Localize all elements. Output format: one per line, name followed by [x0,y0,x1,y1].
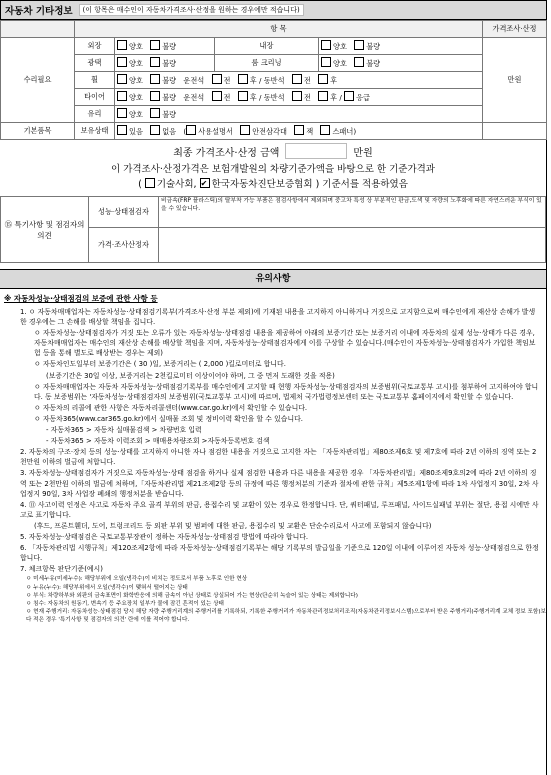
tire-driver-rear-checkbox[interactable] [238,91,248,101]
tire-label: 타이어 [75,89,115,106]
notice-subtitle: ※ 자동차성능·상태점검의 보증에 관한 사항 등 [4,294,158,303]
repair-label: 수리필요 [1,38,75,123]
notice-item-1b: ㅇ 자동차성능·상태점검자가 거짓 또는 오류가 있는 자동차성능·상태점검 내용을 제공하여 아래의 보증기간 또는 보증거리 이내에 자동차의 실제 성능·상태가 다른 경우, 자동차매매업자는 매수인의 재산상 손해를 배상할 책임을 지며, 자동차성능·상태점검자에게 이를 구상할 수 있습니다.(매수인이 자동차성능·상태점검자가 가입한 책임보험 등을 통해 별도로 배상받는 경우는 제외) [34,329,536,358]
glass-options: 양호 불량 [115,106,483,123]
notice-item-4: 4. ⑪ 사고이력 인정은 사고로 자동차 주요 골격 부위의 판금, 용접수리 및 교환이 있는 경우로 한정합니다. 단, 쿼터패널, 루프패널, 사이드실패널 부위는 절단, 용접 시에만 사고로 표기합니다. [20,500,539,519]
final-price-unit: 만원 [353,147,373,159]
notice-item-1e: ㅇ 자동차매매업자는 자동차 자동차성능·상태점검기록부를 매수인에게 고지할 때 현행 자동차성능·상태점검자의 보증범위(국토교통부 고시)를 첨부하여 고지하여야 합니다. 동 보증범위는 '자동차성능·상태점검자의 보증범위(국토교통부 고시)에 따르며, 법제처 국가법령정보센터 또는 국토교통부 홈페이지에서 확인할 수 있습니다. [34,382,539,401]
tire-passenger-front-checkbox[interactable] [292,91,302,101]
wheel-passenger-front-checkbox[interactable] [292,74,302,84]
exterior-bad-checkbox[interactable] [150,40,160,50]
basic-options: 있음 없음 ( 사용설명서 안전삼각대 잭 스패너) [115,123,483,140]
inspector-opinion: 비금속(FRP 플라스틱)의 탈부착 가능 부품은 점검사항에서 제외되며 중고차 특성 상 부분적인 판금,도색 및 자량의 노후화에 따른 자연스러운 부식이 있을 수 있습니다. [159,197,546,228]
tire-bad-checkbox[interactable] [150,91,160,101]
appraiser-opinion [159,228,546,263]
criteria-list [0,575,546,624]
tire-options: 양호 불량 운전석 전 후 / 동반석 전 후 / 응급 [115,89,483,106]
wheel-bad-checkbox[interactable] [150,74,160,84]
exterior-good-checkbox[interactable] [117,40,127,50]
notice-item-1d: (보증기간은 30일 이상, 보증거리는 2천킬로미터 이상이어야 하며, 그 중 먼저 도래한 것을 적용) [46,371,335,380]
inspector-label: 성능·상태점검자 [89,197,159,228]
notice-item-1i: - 자동차365 > 자동차 이력조회 > 매매용차량조회 >자동차등록번호 검색 [46,437,270,446]
appraiser-label: 가격·조사산정자 [89,228,159,263]
tire-passenger-rear-checkbox[interactable] [318,91,328,101]
criteria-1: ㅇ 미세누유(미세누수): 해당부위에 오일(냉각수)이 비치는 정도로서 부품 노후로 인한 현상 [26,576,248,583]
room-clean-options: 양호 불량 [319,55,483,72]
notice-item-6: 6. 「자동차관리법 시행규칙」제120조제2항에 따라 자동차성능·상태점검기록부는 해당 기록부의 발급일을 기준으로 120일 이내에 이루어진 자동차 성능·상태점검으로 한정합니다. [20,544,539,563]
notice-item-1g: ㅇ 자동차365(www.car365.go.kr)에서 실매물 조회 및 정비이력 확인을 할 수 있습니다. [34,414,303,423]
notice-header: 유의사항 [0,269,546,289]
notice-item-1h: - 자동차365 > 자동차 실매물검색 > 차량번호 입력 [46,426,202,435]
repair-price-unit: 만원 [483,38,547,123]
price-header: 가격조사·산정 [483,21,547,38]
notice-item-5: 5. 자동차성능·상태점검은 국토교통부장관이 정하는 자동차성능·상태점검 방법에 따라야 합니다. [20,532,309,541]
final-price-row [0,140,546,162]
wheel-passenger-rear-checkbox[interactable] [318,74,328,84]
jack-checkbox[interactable] [294,125,304,135]
criteria-2: ㅇ 누유(누수): 해당부위에서 오일(냉각수)이 맺혀서 떨어지는 상태 [26,584,188,591]
criteria-5: ㅇ 현재 주행거리: 자동차성능·상태점검 당시 해당 자량 주행거리계의 주행거리를 기록하되, 기록한 주행거리가 자동차관리정보처리조직(자동차관리정보시스템)으로부터 받은 주행거리(주행거리계 교체 정보 포함)보다 적은 경우 '특기사항 및 점검자의 의견' 란에 이를 적어야 합니다. [26,609,546,624]
final-price-label: 최종 가격조사·산정 금액 [173,147,280,159]
glass-label: 유리 [75,106,115,123]
gloss-label: 광택 [75,55,115,72]
interior-label: 내장 [215,38,319,55]
gloss-options: 양호 불량 [115,55,215,72]
basis-line-1: 이 가격조사·산정가격은 보험개발원의 차량기준가액을 바탕으로 한 기준가격과 [111,164,435,175]
section-header [0,0,546,20]
notice-item-7: 7. 체크항목 판단기준(예시) [20,565,103,574]
interior-bad-checkbox[interactable] [354,40,364,50]
room-clean-good-checkbox[interactable] [321,57,331,67]
notice-item-2: 2. 자동차의 구조·장치 등의 성능·상태를 고지하지 아니한 자나 점검한 내용을 거짓으로 고지한 자는 「자동차관리법」제80조제6호 및 제7호에 따라 2년 이하의 징역 또는 2천만원 이하의 벌금에 처합니다. [20,448,537,467]
other-info-table [0,20,547,140]
gloss-bad-checkbox[interactable] [150,57,160,67]
special-notes-label: ⑮ 특기사항 및 점검자의 의견 [1,197,89,263]
wheel-driver-rear-checkbox[interactable] [238,74,248,84]
tire-emergency-checkbox[interactable] [344,91,354,101]
glass-bad-checkbox[interactable] [150,108,160,118]
notice-item-4b: (후드, 프론트휀더, 도어, 트렁크리드 등 외판 부위 및 범퍼에 대한 판금, 용접수리 및 교환은 단순수리로서 사고에 포함되지 않습니다) [34,521,432,530]
tire-driver-front-checkbox[interactable] [212,91,222,101]
exterior-options: 양호 불량 [115,38,215,55]
glass-good-checkbox[interactable] [117,108,127,118]
basis-line-2: ( 기술사회, ✔ 한국자동차진단보증협회 ) 기준서를 적용하였음 [0,177,546,192]
price-basis [0,162,546,192]
interior-good-checkbox[interactable] [321,40,331,50]
interior-options: 양호 불량 [319,38,483,55]
wheel-good-checkbox[interactable] [117,74,127,84]
notice-item-1: 1. ㅇ 자동차매매업자는 자동차성능·상태점검기록부(가격조사·산정 부분 제외)에 기재된 내용을 고지하지 아니하거나 거짓으로 고지함으로써 매수인에게 재산상 손해가 발생한 경우에는 그 손해를 배상할 책임을 집니다. [20,308,536,327]
wheel-driver-front-checkbox[interactable] [212,74,222,84]
section-title: 자동차 기타정보 [5,6,73,17]
room-clean-bad-checkbox[interactable] [354,57,364,67]
spanner-checkbox[interactable] [320,125,330,135]
special-notes-table [0,196,546,263]
wheel-options: 양호 불량 운전석 전 후 / 동반석 전 후 [115,72,483,89]
room-clean-label: 룸 크리닝 [215,55,319,72]
final-price-input[interactable] [285,143,347,159]
exterior-label: 외장 [75,38,115,55]
manual-checkbox[interactable] [186,125,196,135]
none-checkbox[interactable] [150,125,160,135]
have-checkbox[interactable] [117,125,127,135]
tire-good-checkbox[interactable] [117,91,127,101]
kadia-checkbox[interactable] [200,178,210,188]
notice-item-1c: ㅇ 자동차인도일부터 보증기간은 ( 30 )일, 보증거리는 ( 2,000 )킬로미터로 합니다. [34,360,286,369]
item-header: 항 목 [75,21,483,38]
section-note: (이 항목은 매수인이 자동차가격조사·산정을 원하는 경우에만 적습니다) [79,4,304,16]
holding-label: 보유상태 [75,123,115,140]
criteria-3: ㅇ 부식: 차량하부와 외판의 금속표면이 화학반응에 의해 금속이 아닌 상태로 상실되어 가는 현상(단순히 녹슬어 있는 상태는 제외합니다) [26,592,358,599]
tech-society-checkbox[interactable] [145,178,155,188]
triangle-checkbox[interactable] [240,125,250,135]
wheel-label: 휠 [75,72,115,89]
basic-items-label: 기본품목 [1,123,75,140]
gloss-good-checkbox[interactable] [117,57,127,67]
notice-item-3: 3. 자동차성능·상태점검자가 거짓으로 자동차성능·상태 점검을 하거나 실제 점검한 내용과 다른 내용을 제공한 경우 「자동차관리법」제80조제9호의2에 따라 2년 이하의 징역 또는 2천만원 이하의 벌금에 처하며,「자동차관리법 제21조제2항 등의 규정에 따른 행정처분의 기준과 절차에 관한 규칙」제5조제1항에 따라 1차 사업정지 30일, 2차 사업정지 90일, 3차 사업장 폐쇄의 행정처분을 받습니다. [20,469,539,498]
notice-body [0,307,546,574]
notice-item-1f: ㅇ 자동차의 리콜에 관한 사항은 자동차리콜센터(www.car.go.kr)에서 확인할 수 있습니다. [34,403,308,412]
criteria-4: ㅇ 침수: 자동차의 원동기, 변속기 등 주요장치 일부가 물에 잠긴 흔적이 있는 상태 [26,600,224,607]
